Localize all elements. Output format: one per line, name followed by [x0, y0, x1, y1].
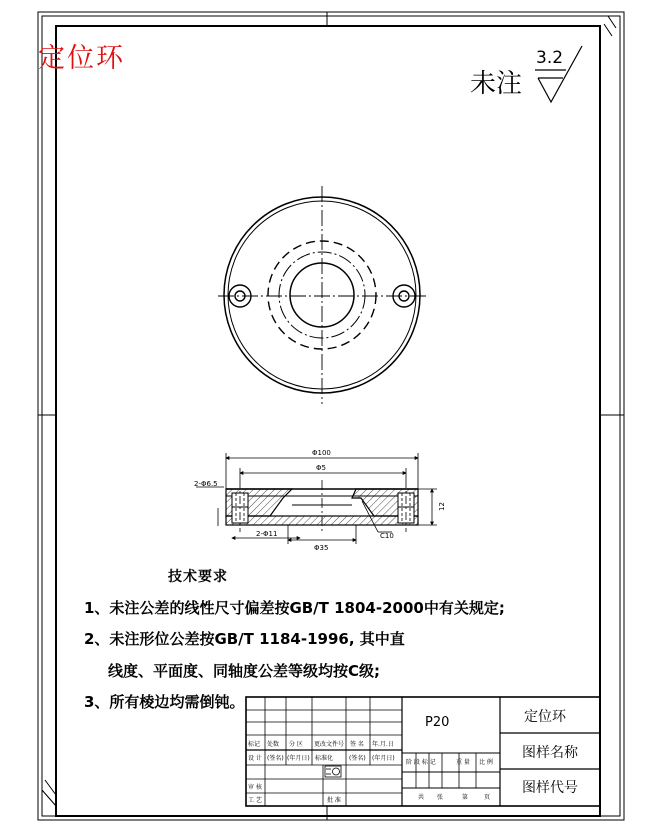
dim-bolt-circle: Φ5	[316, 464, 326, 472]
tb-label-sheets: 张	[437, 794, 444, 801]
technical-requirements-title: 技术要求	[168, 569, 228, 585]
tb-label-zone: 分 区	[289, 741, 303, 748]
section-view	[226, 480, 418, 532]
tb-label-count: 处数	[267, 741, 280, 748]
tb-label-page: 页	[484, 794, 491, 801]
dim-height: 12	[438, 502, 446, 511]
tb-label-design: 设 计	[248, 755, 262, 762]
tb-label-review: 审 核	[248, 784, 262, 791]
tb-label-sheet-no: 第	[462, 794, 469, 801]
tb-label-stage: 阶 段 标 记	[406, 759, 436, 766]
tb-part-name: 定位环	[524, 709, 566, 725]
tb-label-mark: 标记	[248, 741, 261, 748]
dim-chamfer: C10	[380, 532, 394, 540]
tb-drawing-code-label: 图样代号	[522, 780, 578, 796]
dim-outer-diameter: Φ100	[312, 449, 331, 457]
tb-label-standard: 标准化	[315, 755, 334, 762]
tb-label-weight: 重 量	[456, 759, 470, 766]
tb-label-date: 年.月.日	[372, 741, 394, 748]
top-view	[218, 186, 426, 404]
dim-inner-diameter: Φ35	[314, 544, 329, 552]
dim-counterbore-holes: 2-Φ6.5	[194, 480, 218, 488]
requirement-item: 线度、平面度、同轴度公差等级均按C级;	[108, 662, 381, 680]
roughness-note: 未注	[470, 69, 523, 99]
tb-material: P20	[425, 715, 450, 730]
requirement-item: 3、所有棱边均需倒钝。	[84, 693, 245, 711]
tb-label-scale: 比 例	[479, 759, 493, 766]
corner-marks	[42, 16, 616, 806]
requirement-item: 1、未注公差的线性尺寸偏差按GB/T 1804-2000中有关规定;	[84, 599, 505, 617]
tb-label-total: 共	[418, 794, 425, 801]
roughness-value: 3.2	[536, 48, 564, 68]
tb-label-approve: 批 准	[327, 797, 341, 804]
tb-label-doc-no: 更改文件号	[314, 741, 345, 748]
tb-label-standard-sign: (签名)	[349, 755, 366, 762]
tb-drawing-name-label: 图样名称	[522, 745, 578, 761]
tb-label-design-date: (年月日)	[287, 755, 310, 762]
part-name-heading: 定位环	[38, 43, 125, 74]
tb-label-design-sign: (签名)	[267, 755, 284, 762]
tb-label-sign: 签 名	[350, 741, 364, 748]
requirement-item: 2、未注形位公差按GB/T 1184-1996, 其中直	[84, 630, 405, 648]
dim-through-holes: 2-Φ11	[256, 530, 278, 538]
tb-label-process: 工 艺	[248, 797, 262, 804]
tb-label-standard-date: (年月日)	[372, 755, 395, 762]
